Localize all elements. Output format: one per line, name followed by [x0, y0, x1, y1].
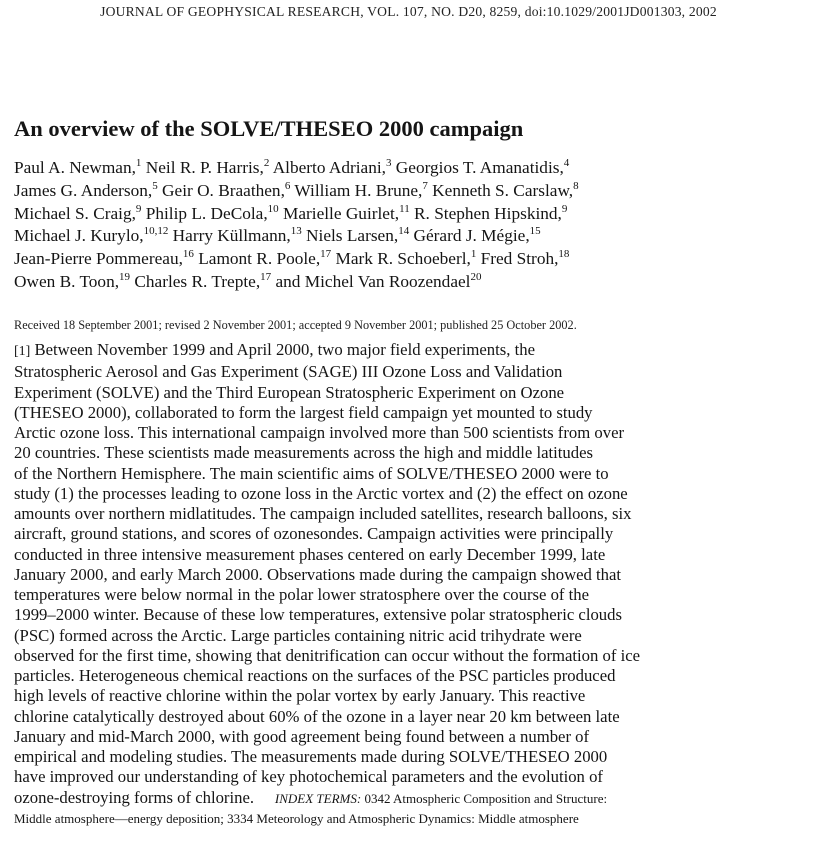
- abstract-line: [14, 340, 809, 362]
- author-name: Lamont R. Poole,: [193, 249, 321, 269]
- affiliation-number: 17: [320, 248, 332, 261]
- author-line: [14, 180, 804, 203]
- abstract-text: temperatures were below normal in the polar lower stratosphere over the course of the: [14, 585, 590, 604]
- abstract-text: empirical and modeling studies. The measurements made during SOLVE/THESEO 2000: [14, 747, 608, 766]
- abstract-text: high levels of reactive chlorine within the polar vortex by early January. This reactive: [14, 686, 586, 706]
- author-name: Fred Stroh,: [476, 249, 559, 269]
- author-name: Gérard J. Mégie,: [409, 226, 530, 246]
- abstract-line: [14, 585, 809, 605]
- abstract-line: [14, 666, 809, 686]
- author-name: Kenneth S. Carslaw,: [427, 180, 574, 200]
- index-terms-label: INDEX TERMS:: [274, 790, 362, 806]
- abstract-line: [14, 383, 809, 403]
- abstract-line: [14, 524, 809, 544]
- affiliation-number: 8: [573, 179, 579, 192]
- affiliation-number: 7: [422, 179, 428, 192]
- affiliation-number: 13: [290, 225, 302, 238]
- affiliation-number: 6: [284, 179, 291, 192]
- paper-title: An overview of the SOLVE/THESEO 2000 campaign: [14, 116, 524, 141]
- abstract-text: (THESEO 2000), collaborated to form the largest field campaign yet mounted to study: [14, 402, 593, 422]
- abstract-text: 1999–2000 winter. Because of these low temperatures, extensive polar stratospheric clouds: [14, 605, 622, 625]
- author-name: Paul A. Newman,: [14, 158, 136, 177]
- author-name: and Michel Van Roozendael: [271, 271, 471, 291]
- abstract-text: Between November 1999 and April 2000, two major field experiments, the: [30, 340, 536, 359]
- abstract-text: conducted in three intensive measurement phases centered on early December 1999, late: [14, 544, 606, 564]
- abstract-text: have improved our understanding of key photochemical parameters and the evolution of: [14, 767, 603, 787]
- author-line: [14, 271, 804, 294]
- abstract-line: [14, 727, 809, 747]
- author-list: [14, 157, 804, 294]
- abstract-text: Experiment (SOLVE) and the Third European Stratospheric Experiment on Ozone: [14, 382, 565, 402]
- abstract-text: Stratospheric Aerosol and Gas Experiment (SAGE) III Ozone Loss and Validation: [14, 362, 563, 382]
- author-line: [14, 157, 804, 180]
- abstract-line: [14, 545, 809, 565]
- author-name: William H. Brune,: [290, 180, 423, 200]
- paragraph-marker: [1]: [14, 344, 31, 359]
- author-name: Mark R. Schoeberl,: [331, 249, 471, 269]
- abstract-text: (PSC) formed across the Arctic. Large particles containing nitric acid trihydrate were: [14, 625, 582, 645]
- affiliation-number: 14: [398, 225, 410, 238]
- affiliation-number: 10,12: [143, 225, 169, 238]
- abstract-line: [14, 646, 809, 666]
- author-name: Owen B. Toon,: [14, 271, 120, 291]
- author-name: Charles R. Trepte,: [130, 271, 261, 291]
- abstract-line: [14, 707, 809, 727]
- author-name: Marielle Guirlet,: [278, 203, 400, 223]
- affiliation-number: 9: [561, 202, 568, 215]
- author-name: Jean-Pierre Pommereau,: [14, 249, 183, 269]
- abstract-line: [14, 362, 809, 382]
- abstract-line: [14, 605, 809, 625]
- affiliation-number: 9: [135, 202, 142, 215]
- affiliation-number: 11: [399, 202, 410, 215]
- abstract-text: January 2000, and early March 2000. Observations made during the campaign showed that: [14, 564, 622, 584]
- abstract-text: of the Northern Hemisphere. The main scientific aims of SOLVE/THESEO 2000 were to: [14, 463, 609, 483]
- abstract-text: study (1) the processes leading to ozone loss in the Arctic vortex and (2) the effect on ozone: [14, 483, 628, 503]
- abstract-line: [14, 767, 809, 787]
- author-name: Alberto Adriani,: [269, 158, 386, 177]
- abstract: [14, 340, 809, 829]
- abstract-line: [14, 484, 809, 504]
- affiliation-number: 17: [260, 270, 272, 283]
- abstract-line: [14, 686, 809, 706]
- abstract-line: [14, 626, 809, 646]
- author-name: Michael S. Craig,: [14, 203, 136, 223]
- abstract-line: [14, 788, 809, 809]
- index-terms-continued: Middle atmosphere—energy deposition; 3334 Meteorology and Atmospheric Dynamics: Middle atmosphere: [14, 810, 579, 826]
- author-name: Niels Larsen,: [301, 226, 399, 246]
- abstract-text: chlorine catalytically destroyed about 60% of the ozone in a layer near 20 km between late: [14, 706, 620, 726]
- author-name: Philip L. DeCola,: [141, 203, 268, 223]
- abstract-text: aircraft, ground stations, and scores of ozonesondes. Campaign activities were principally: [14, 524, 614, 544]
- spacer: [254, 788, 275, 807]
- author-name: Neil R. P. Harris,: [141, 158, 264, 177]
- abstract-line: [14, 423, 809, 443]
- affiliation-number: 19: [119, 270, 131, 283]
- affiliation-number: 3: [385, 157, 392, 169]
- author-line: [14, 248, 804, 271]
- author-name: Harry Küllmann,: [168, 226, 291, 246]
- author-name: Geir O. Braathen,: [157, 180, 285, 200]
- abstract-text: January and mid-March 2000, with good agreement being found between a number of: [14, 726, 590, 746]
- affiliation-number: 5: [152, 179, 158, 192]
- abstract-text: amounts over northern midlatitudes. The campaign included satellites, research balloons, six: [14, 504, 632, 523]
- affiliation-number: 15: [529, 225, 541, 238]
- index-terms-text: 0342 Atmospheric Composition and Structure:: [361, 790, 608, 806]
- author-name: Georgios T. Amanatidis,: [391, 158, 564, 177]
- affiliation-number: 1: [135, 157, 142, 169]
- abstract-line: [14, 747, 809, 767]
- abstract-text: observed for the first time, showing that denitrification can occur without the formation of ice: [14, 645, 641, 665]
- author-line: [14, 203, 804, 226]
- affiliation-number: 2: [263, 157, 270, 169]
- author-line: [14, 225, 804, 248]
- abstract-text: 20 countries. These scientists made measurements across the high and middle latitudes: [14, 443, 593, 463]
- affiliation-number: 16: [182, 248, 194, 261]
- abstract-text: Arctic ozone loss. This international campaign involved more than 500 scientists from over: [14, 423, 625, 442]
- abstract-line: [14, 403, 809, 423]
- abstract-text: ozone-destroying forms of chlorine.: [14, 787, 255, 807]
- affiliation-number: 4: [563, 157, 570, 169]
- abstract-text: particles. Heterogeneous chemical reactions on the surfaces of the PSC particles produced: [14, 666, 616, 685]
- abstract-line: [14, 464, 809, 484]
- journal-header: JOURNAL OF GEOPHYSICAL RESEARCH, VOL. 107, NO. D20, 8259, doi:10.1029/2001JD001303, 2002: [100, 4, 717, 19]
- author-name: R. Stephen Hipskind,: [409, 203, 562, 223]
- abstract-line: [14, 565, 809, 585]
- affiliation-number: 10: [267, 202, 279, 215]
- abstract-line: [14, 504, 809, 524]
- abstract-line: [14, 443, 809, 463]
- affiliation-number: 1: [470, 248, 477, 261]
- author-name: Michael J. Kurylo,: [14, 226, 144, 246]
- affiliation-number: 20: [470, 270, 482, 283]
- affiliation-number: 18: [558, 248, 570, 261]
- author-name: James G. Anderson,: [14, 180, 153, 200]
- received-dates: Received 18 September 2001; revised 2 November 2001; accepted 9 November 2001; published 25 October 2002.: [14, 318, 577, 332]
